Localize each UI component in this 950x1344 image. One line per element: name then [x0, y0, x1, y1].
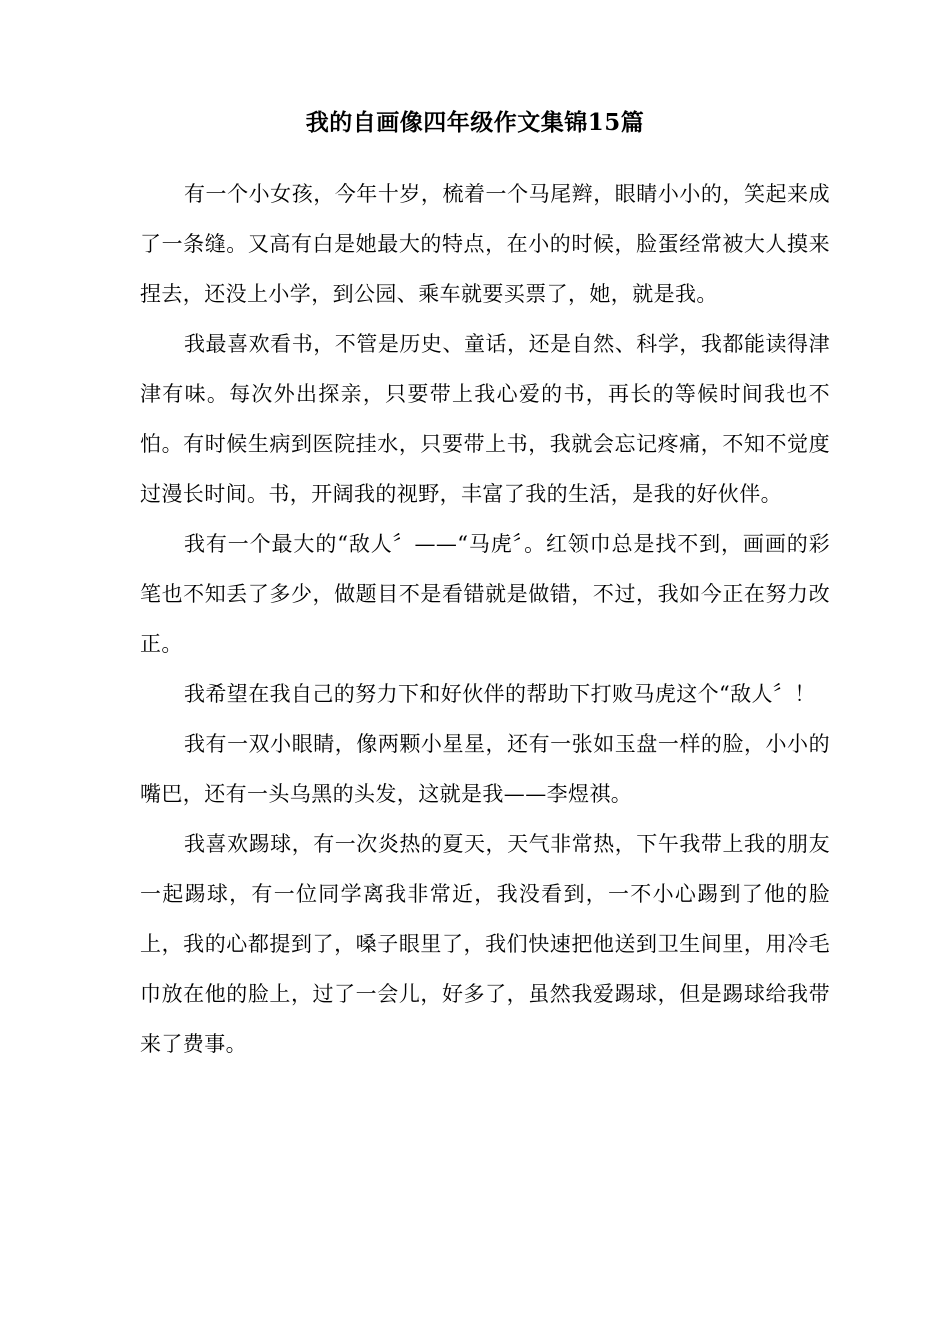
- document-body: [140, 169, 830, 1069]
- paragraph: 我有一双小眼睛，像两颗小星星，还有一张如玉盘一样的脸，小小的嘴巴，还有一头乌黑的头发，这就是我——李煜祺。: [140, 732, 830, 806]
- paragraph: 我希望在我自己的努力下和好伙伴的帮助下打败马虎这个“敌人〞！: [184, 682, 816, 706]
- paragraph: 我最喜欢看书，不管是历史、童话，还是自然、科学，我都能读得津津有味。每次外出探亲，只要带上我心爱的书，再长的等候时间我也不怕。有时候生病到医院挂水，只要带上书，我就会忘记疼痛，不知不觉度过漫长时间。书，开阔我的视野，丰富了我的生活，是我的好伙伴。: [140, 332, 830, 506]
- document-title: 我的自画像四年级作文集锦15篇: [305, 109, 645, 136]
- paragraph: 我有一个最大的“敌人〞——“马虎〞。红领巾总是找不到，画画的彩笔也不知丢了多少，做题目不是看错就是做错，不过，我如今正在努力改正。: [140, 532, 830, 656]
- paragraph: 我喜欢踢球，有一次炎热的夏天，天气非常热，下午我带上我的朋友一起踢球，有一位同学离我非常近，我没看到，一不小心踢到了他的脸上，我的心都提到了，嗓子眼里了，我们快速把他送到卫生间里，用冷毛巾放在他的脸上，过了一会儿，好多了，虽然我爱踢球，但是踢球给我带来了费事。: [140, 832, 830, 1056]
- paragraph: 有一个小女孩，今年十岁，梳着一个马尾辫，眼睛小小的，笑起来成了一条缝。又高有白是她最大的特点，在小的时候，脸蛋经常被大人摸来捏去，还没上小学，到公园、乘车就要买票了，她，就是我。: [140, 182, 830, 306]
